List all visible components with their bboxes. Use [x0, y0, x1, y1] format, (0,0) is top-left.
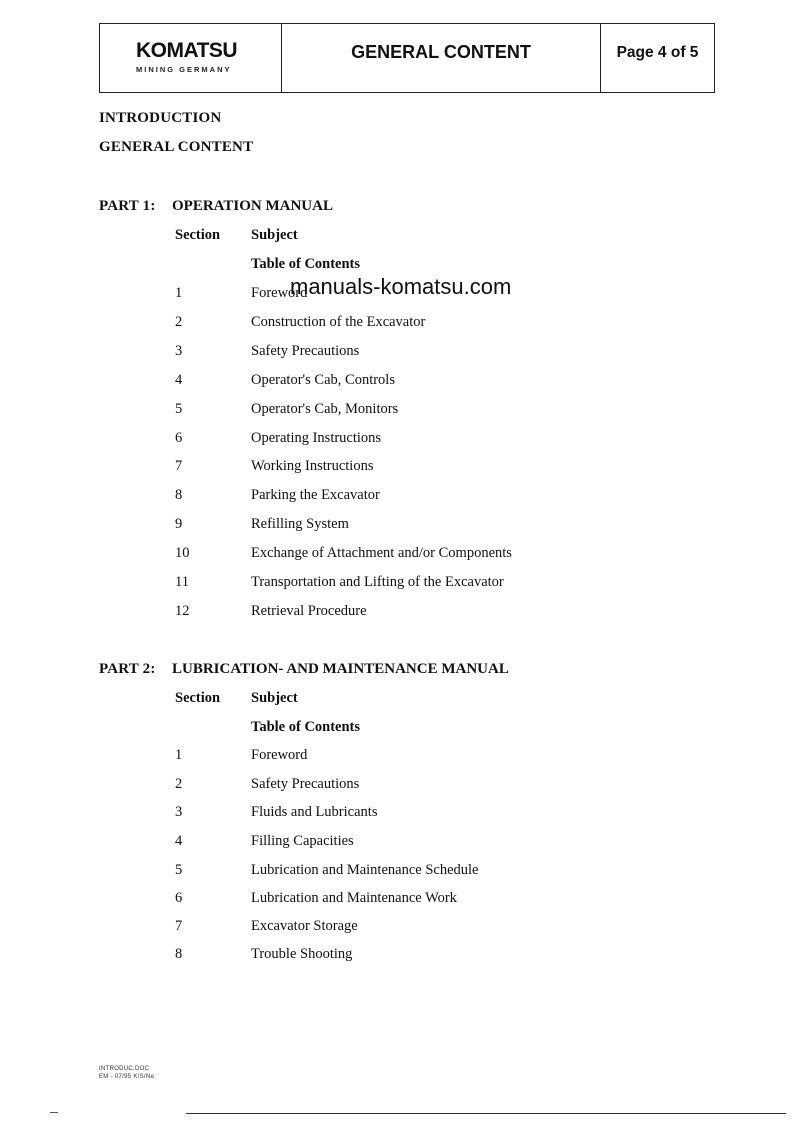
part1-subject-header: Subject	[251, 227, 298, 243]
list-item-number: 9	[175, 516, 183, 532]
list-item-subject: Operator's Cab, Controls	[251, 372, 395, 388]
company-logo-subtitle: MINING GERMANY	[136, 65, 232, 74]
list-item-subject: Trouble Shooting	[251, 946, 353, 962]
list-item-subject: Transportation and Lifting of the Excavator	[251, 574, 504, 590]
list-item-subject: Foreword	[251, 285, 308, 301]
list-item-subject: Foreword	[251, 747, 308, 763]
part2-section-header: Section	[175, 690, 221, 706]
part1-label: PART 1:	[99, 198, 156, 214]
list-item-number: 4	[175, 372, 183, 388]
list-item-subject: Refilling System	[251, 516, 349, 532]
list-item-subject: Retrieval Procedure	[251, 603, 367, 619]
introduction-heading: INTRODUCTION	[99, 110, 222, 126]
list-item-subject: Safety Precautions	[251, 776, 360, 792]
list-item-number: 5	[175, 401, 183, 417]
footer-code: EM - 07/95 K/S/Ne	[99, 1074, 155, 1080]
list-item-number: 11	[175, 574, 189, 590]
list-item-number: 6	[175, 430, 183, 446]
list-item-number: 3	[175, 804, 183, 820]
part2-label: PART 2:	[99, 661, 156, 677]
list-item-number: 7	[175, 918, 183, 934]
part1-title: OPERATION MANUAL	[172, 198, 333, 214]
list-item-number: 1	[175, 285, 183, 301]
list-item-subject: Filling Capacities	[251, 833, 354, 849]
page-number: Page 4 of 5	[616, 44, 699, 61]
list-item-number: 4	[175, 833, 183, 849]
part1-section-header: Section	[175, 227, 221, 243]
list-item-subject: Construction of the Excavator	[251, 314, 426, 330]
list-item-number: 7	[175, 458, 183, 474]
footer-mark	[50, 1112, 58, 1113]
list-item-number: 5	[175, 862, 183, 878]
footer-rule	[186, 1113, 786, 1114]
general-content-heading: GENERAL CONTENT	[99, 139, 254, 155]
list-item-subject: Operating Instructions	[251, 430, 382, 446]
part1-toc: Table of Contents	[251, 256, 361, 272]
part2-subject-header: Subject	[251, 690, 298, 706]
part2-title: LUBRICATION- AND MAINTENANCE MANUAL	[172, 661, 509, 677]
list-item-number: 12	[175, 603, 190, 619]
list-item-number: 8	[175, 946, 183, 962]
list-item-number: 6	[175, 890, 183, 906]
list-item-subject: Lubrication and Maintenance Schedule	[251, 862, 479, 878]
list-item-number: 8	[175, 487, 183, 503]
watermark: manuals-komatsu.com	[290, 274, 512, 299]
list-item-number: 2	[175, 314, 183, 330]
header-title: GENERAL CONTENT	[351, 42, 531, 62]
list-item-subject: Parking the Excavator	[251, 487, 380, 503]
list-item-number: 10	[175, 545, 190, 561]
list-item-subject: Excavator Storage	[251, 918, 358, 934]
list-item-number: 1	[175, 747, 183, 763]
list-item-subject: Working Instructions	[251, 458, 374, 474]
list-item-number: 3	[175, 343, 183, 359]
footer-filename: INTRODUC.DOC	[99, 1066, 150, 1072]
list-item-subject: Lubrication and Maintenance Work	[251, 890, 457, 906]
list-item-subject: Exchange of Attachment and/or Components	[251, 545, 512, 561]
list-item-subject: Safety Precautions	[251, 343, 360, 359]
list-item-subject: Fluids and Lubricants	[251, 804, 378, 820]
list-item-number: 2	[175, 776, 183, 792]
part2-toc: Table of Contents	[251, 719, 361, 735]
list-item-subject: Operator's Cab, Monitors	[251, 401, 399, 417]
company-logo: KOMATSU	[136, 39, 238, 62]
